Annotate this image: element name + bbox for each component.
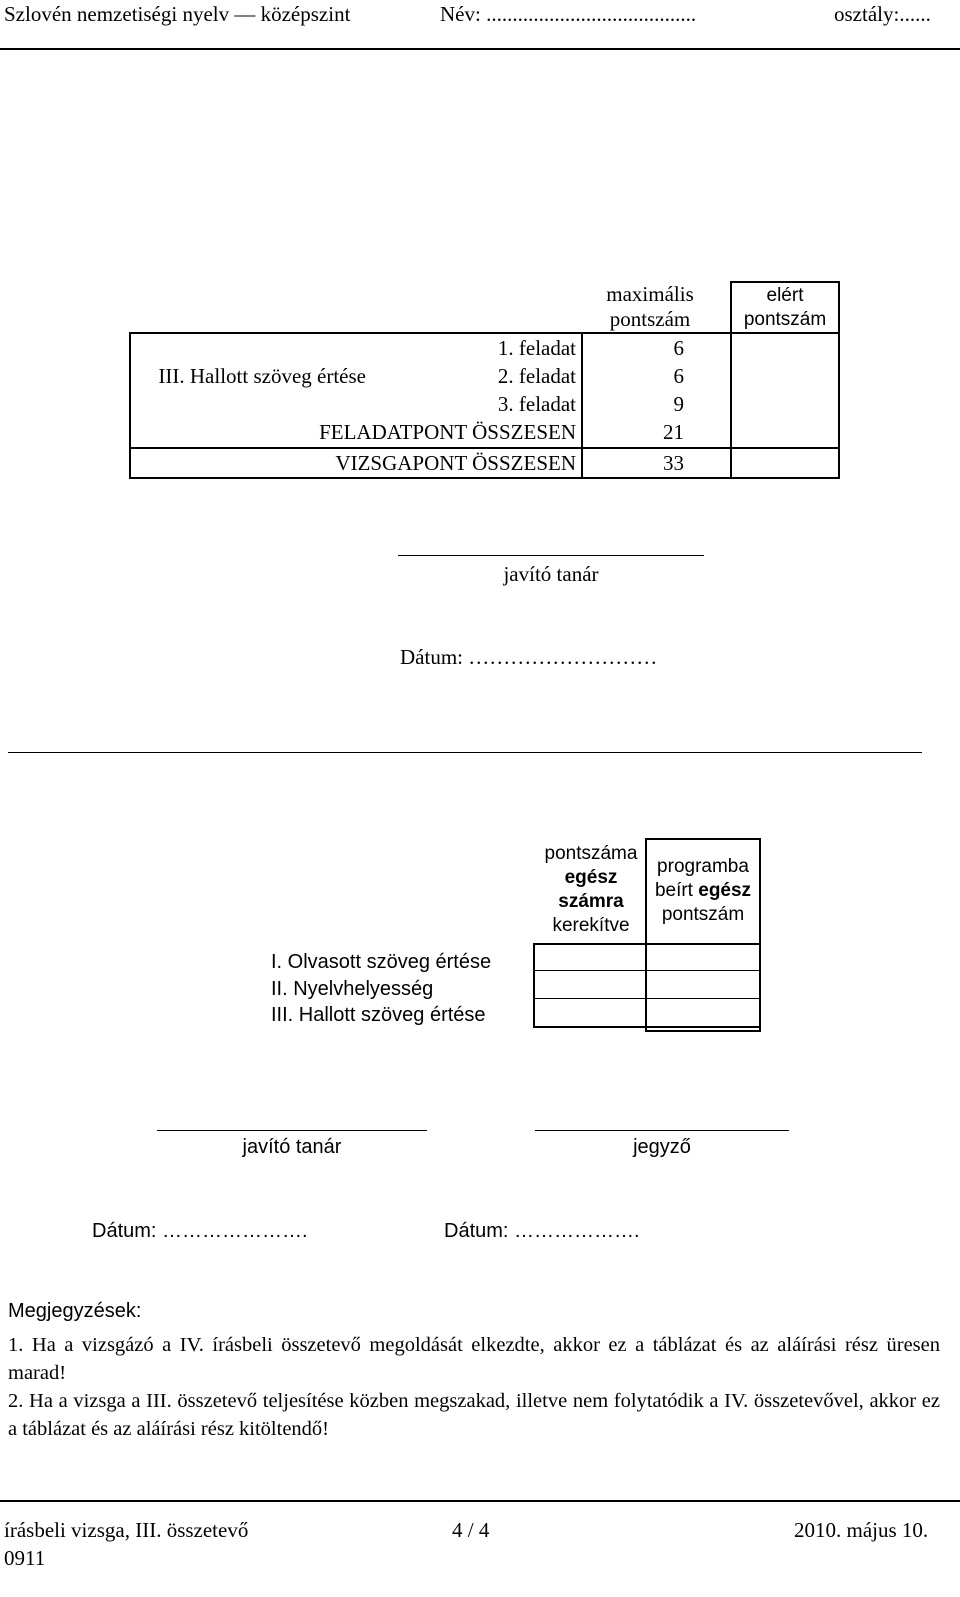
round-row-label: II. Nyelvhelyesség: [271, 978, 434, 1000]
task-total-label: FELADATPONT ÖSSZESEN: [130, 418, 582, 448]
round-table-left: [533, 943, 535, 1028]
program-score-header: programba beírt egész pontszám: [654, 856, 752, 925]
footer-rule: [0, 1500, 960, 1502]
notes: [8, 1331, 940, 1443]
date-field: Dátum: ……………….: [444, 1220, 640, 1242]
page-number: 4 / 4: [452, 1518, 490, 1542]
task-label: 2. feladat: [497, 363, 576, 388]
footer-date: 2010. május 10.: [794, 1518, 929, 1542]
score-table: [129, 281, 840, 479]
task-label: 3. feladat: [497, 391, 576, 416]
date-field: Dátum: ………………….: [92, 1220, 308, 1242]
max-score-header: maximális pontszám: [582, 282, 731, 333]
round-table-row-line: [533, 970, 759, 971]
note-1: 1. Ha a vizsgázó a IV. írásbeli összetevő megoldását elkezdte, akkor ez a táblázat és az aláírási rész üresen marad!: [8, 1334, 940, 1384]
task-achieved-cell[interactable]: [731, 390, 839, 418]
achieved-score-header: elért pontszám: [731, 282, 839, 333]
section-label: III. Hallott szöveg értése: [130, 362, 371, 390]
footer-exam: írásbeli vizsga, III. összetevő: [4, 1518, 249, 1542]
round-table-bottom: [533, 1026, 759, 1028]
exam-total-max: 33: [582, 448, 731, 478]
task-achieved-cell[interactable]: [731, 333, 839, 362]
signature-line: [398, 555, 704, 556]
round-row-label: I. Olvasott szöveg értése: [271, 951, 492, 973]
section-divider: [8, 752, 922, 753]
task-max: 9: [582, 390, 731, 418]
task-total-max: 21: [582, 418, 731, 448]
note-2: 2. Ha a vizsga a III. összetevő teljesítése közben megszakad, illetve nem folytatódik a IV. összetevővel, akkor ez a táblázat és az aláírási rész kitöltendő!: [8, 1390, 940, 1440]
header-name-field: Név: ........................................: [440, 2, 697, 26]
signature-line: [535, 1130, 789, 1131]
teacher-signature-label: javító tanár: [242, 1136, 342, 1158]
header-class-field: osztály:......: [834, 2, 931, 26]
round-table-row-line: [533, 998, 759, 999]
clerk-signature-label: jegyző: [633, 1136, 691, 1158]
rounded-score-header: pontszáma egész számra kerekítve: [544, 843, 638, 936]
task-max: 6: [582, 333, 731, 362]
task-total-achieved-cell[interactable]: [731, 418, 839, 448]
header-subject: Szlovén nemzetiségi nyelv — középszint: [4, 2, 351, 26]
exam-total-label: VIZSGAPONT ÖSSZESEN: [130, 448, 582, 478]
notes-title: Megjegyzések:: [8, 1300, 142, 1322]
task-label: 1. feladat: [371, 333, 582, 362]
header-rule: [0, 48, 960, 50]
signature-line: [157, 1130, 427, 1131]
task-achieved-cell[interactable]: [731, 362, 839, 390]
round-row-label: III. Hallott szöveg értése: [271, 1004, 486, 1026]
teacher-signature-label: javító tanár: [503, 562, 599, 586]
date-field: Dátum: ………………………: [400, 645, 658, 669]
exam-total-achieved-cell[interactable]: [731, 448, 839, 478]
footer-code: 0911: [4, 1546, 46, 1570]
round-table-top: [533, 943, 759, 945]
task-max: 6: [582, 362, 731, 390]
